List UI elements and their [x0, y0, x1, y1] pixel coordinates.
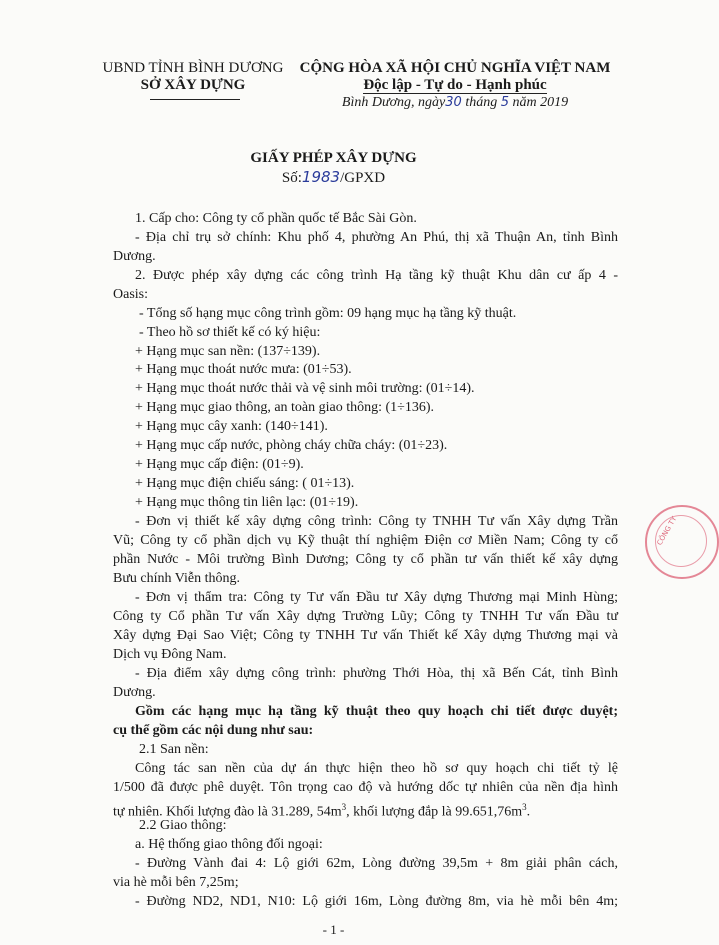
text-line: - Tổng số hạng mục công trình gồm: 09 hạng mục hạ tầng kỹ thuật.	[139, 306, 517, 321]
text-line: + Hạng mục điện chiếu sáng: ( 01÷13).	[135, 476, 355, 491]
subsection-heading: 2.1 San nền:	[139, 742, 209, 757]
text-line: - Đơn vị thẩm tra: Công ty Tư vấn Đầu tư Xây dựng Thương mại Minh Hùng;	[135, 590, 618, 605]
national-title: CỘNG HÒA XÃ HỘI CHỦ NGHĨA VIỆT NAM	[299, 60, 611, 76]
text-line: + Hạng mục cấp điện: (01÷9).	[135, 457, 304, 472]
text-line: 1. Cấp cho: Công ty cổ phần quốc tế Bắc Sài Gòn.	[135, 211, 417, 226]
text-line: 1/500 đã được phê duyệt. Tôn trọng cao độ và hướng dốc tự nhiên của nền địa hình	[113, 780, 618, 795]
text-line: Dương.	[113, 249, 156, 264]
text-line: - Địa điểm xây dựng công trình: phường Thới Hòa, thị xã Bến Cát, tỉnh Bình	[135, 666, 618, 681]
text-line: - Đường ND2, ND1, N10: Lộ giới 16m, Lòng đường 8m, via hè mỗi bên 4m;	[135, 894, 618, 909]
issuing-authority: UBND TỈNH BÌNH DƯƠNG	[102, 60, 284, 76]
text-line: Dịch vụ Đông Nam.	[113, 647, 227, 662]
handwritten-day: 30	[445, 95, 462, 110]
text-line: Công tác san nền của dự án thực hiện theo hồ sơ quy hoạch chi tiết tỷ lệ	[135, 761, 618, 776]
text-line: + Hạng mục thông tin liên lạc: (01÷19).	[135, 495, 359, 510]
text-line: Dương.	[113, 685, 156, 700]
text-line: - Địa chỉ trụ sở chính: Khu phố 4, phường An Phú, thị xã Thuận An, tỉnh Bình	[135, 230, 618, 245]
handwritten-number: 1983	[301, 168, 341, 186]
text-line: 2. Được phép xây dựng các công trình Hạ tầng kỹ thuật Khu dân cư ấp 4 -	[135, 268, 618, 283]
section-heading: cụ thể gồm các nội dung như sau:	[113, 723, 314, 738]
text-line: + Hạng mục thoát nước mưa: (01÷53).	[135, 362, 352, 377]
document-title: GIẤY PHÉP XÂY DỰNG	[250, 150, 417, 166]
text-line: + Hạng mục thoát nước thải và vệ sinh môi trường: (01÷14).	[135, 381, 475, 396]
text-line: + Hạng mục giao thông, an toàn giao thông: (1÷136).	[135, 400, 435, 415]
issue-date: Bình Dương, ngày30 tháng 5 năm 2019	[341, 95, 569, 110]
text-line: via hè mỗi bên 7,25m;	[113, 875, 239, 890]
text-line: - Đơn vị thiết kế xây dựng công trình: Công ty TNHH Tư vấn Xây dựng Trần	[135, 514, 618, 529]
page-number: - 1 -	[322, 922, 345, 937]
text-line: Oasis:	[113, 287, 148, 302]
text-line: phần Nước - Môi trường Bình Dương; Công ty cổ phần tư vấn thiết kế xây dựng	[113, 552, 618, 567]
text-line: Bưu chính Viễn thông.	[113, 571, 241, 586]
handwritten-month: 5	[500, 95, 509, 110]
text-line: - Đường Vành đai 4: Lộ giới 62m, Lòng đường 39,5m + 8m giải phân cách,	[135, 856, 618, 871]
subsection-heading: 2.2 Giao thông:	[139, 818, 227, 833]
text-line: a. Hệ thống giao thông đối ngoại:	[135, 837, 323, 852]
text-line: - Theo hồ sơ thiết kế có ký hiệu:	[139, 325, 321, 340]
text-line: + Hạng mục san nền: (137÷139).	[135, 344, 321, 359]
text-line: tự nhiên. Khối lượng đào là 31.289, $54m^3$, khối lượng đắp là $99.651,76m^3$.	[113, 802, 531, 820]
red-seal-stamp: CÔNG TY	[645, 505, 719, 579]
text-line: Công ty Cổ phần Tư vấn Xây dựng Trường Lũy; Công ty TNHH Tư vấn Đầu tư	[113, 609, 618, 624]
section-heading: Gồm các hạng mục hạ tầng kỹ thuật theo quy hoạch chi tiết được duyệt;	[135, 704, 618, 719]
issuing-department: SỞ XÂY DỰNG	[140, 77, 246, 93]
text-line: + Hạng mục cấp nước, phòng cháy chữa cháy: (01÷23).	[135, 438, 448, 453]
permit-body	[113, 0, 618, 945]
national-motto: Độc lập - Tự do - Hạnh phúc	[363, 77, 547, 93]
text-line: + Hạng mục cây xanh: (140÷141).	[135, 419, 328, 434]
permit-number: Số:1983/GPXD	[281, 168, 386, 186]
text-line: Xây dựng Đại Sao Việt; Công ty TNHH Tư vấn Thiết kế Xây dựng Thương mại và	[113, 628, 618, 643]
text-line: Vũ; Công ty cổ phần dịch vụ Kỹ thuật thí nghiệm Điện cơ Miền Nam; Công ty cổ	[113, 533, 618, 548]
